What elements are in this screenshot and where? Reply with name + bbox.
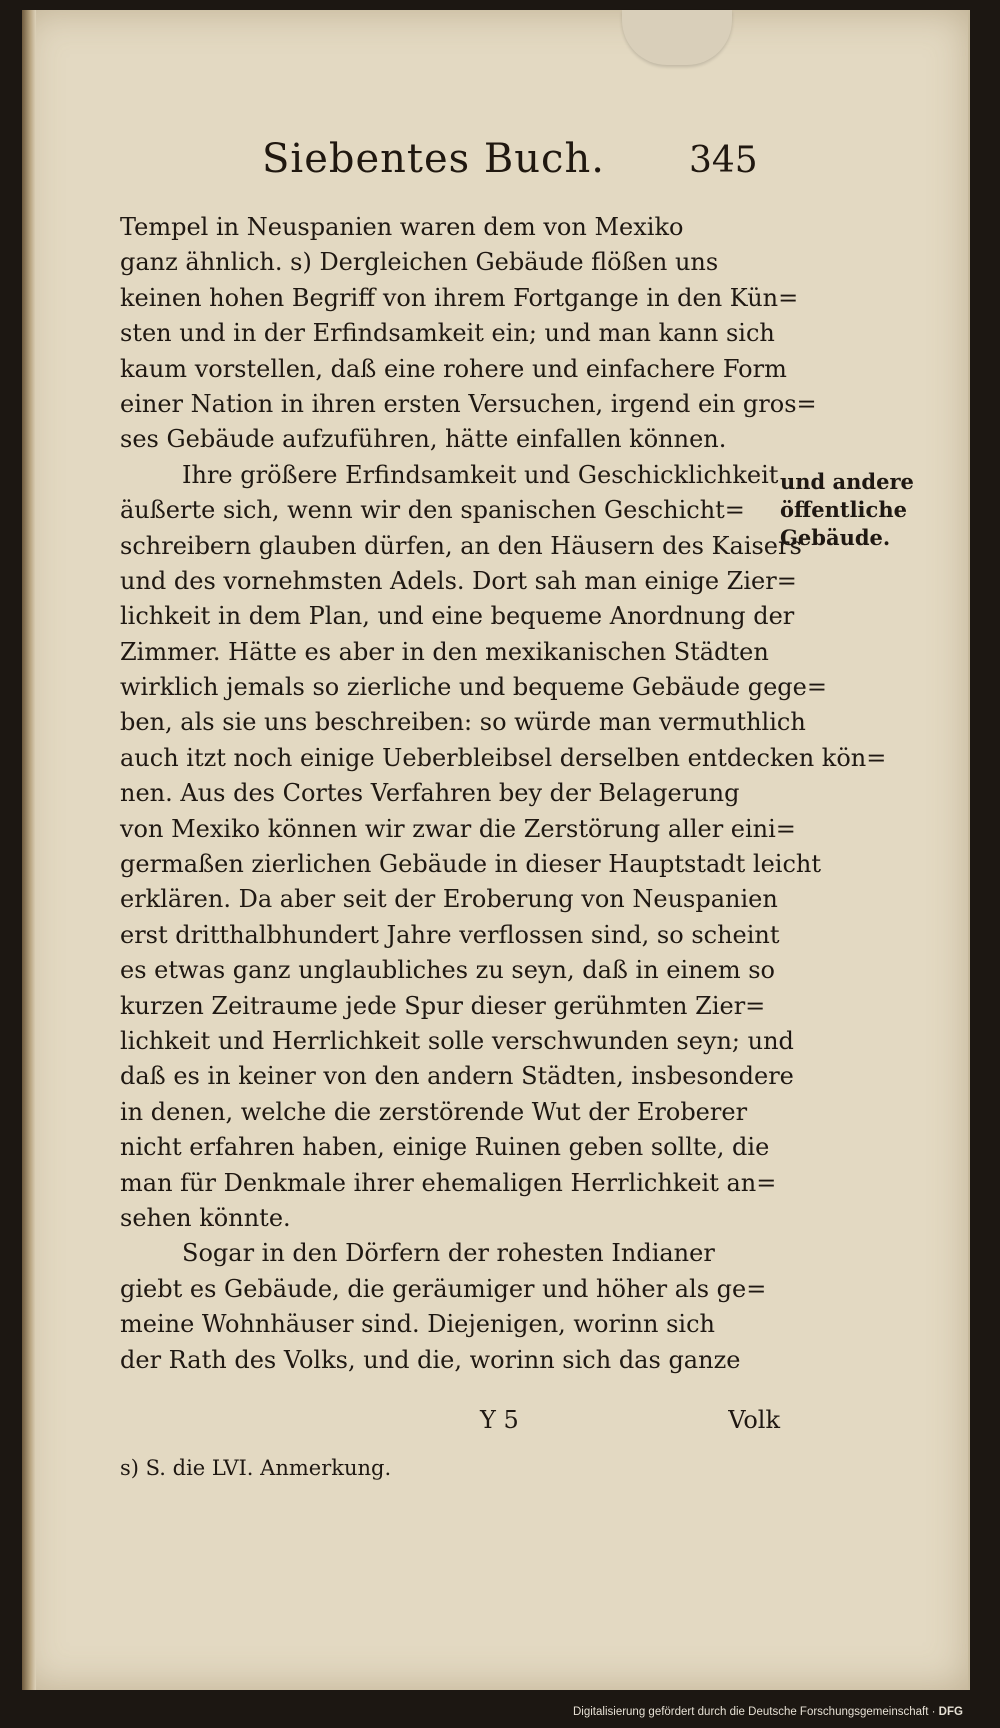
text-line: Zimmer. Hätte es aber in den mexikanischen Städten	[120, 637, 769, 666]
text-line: von Mexiko können wir zwar die Zerstörung aller eini=	[120, 814, 796, 843]
text-line: man für Denkmale ihrer ehemaligen Herrlichkeit an=	[120, 1168, 777, 1197]
text-line: es etwas ganz unglaubliches zu seyn, daß in einem so	[120, 956, 775, 985]
text-line: der Rath des Volks, und die, worinn sich das ganze	[120, 1345, 741, 1374]
catchword-line	[120, 1406, 780, 1442]
marginal-note-line: öffentliche	[780, 497, 907, 522]
text-line: lichkeit in dem Plan, und eine bequeme Anordnung der	[120, 602, 795, 631]
digitization-credit: Digitalisierung gefördert durch die Deutsche Forschungsgemeinschaft · DFG	[573, 1706, 963, 1718]
running-head: Siebentes Buch.	[262, 136, 605, 182]
text-line: kaum vorstellen, daß eine rohere und einfachere Form	[120, 354, 787, 383]
text-line: germaßen zierlichen Gebäude in dieser Hauptstadt leicht	[120, 850, 821, 879]
marginal-note-line: Gebäude.	[780, 525, 891, 550]
text-line: und des vornehmsten Adels. Dort sah man einige Zier=	[120, 566, 797, 595]
marginal-note	[780, 468, 914, 552]
book-page	[22, 10, 970, 1690]
text-line: lichkeit und Herrlichkeit solle verschwunden seyn; und	[120, 1026, 794, 1055]
page-gutter-shadow	[22, 10, 36, 1690]
dfg-logo: DFG	[938, 1706, 963, 1718]
text-line: erklären. Da aber seit der Eroberung von Neuspanien	[120, 885, 778, 914]
text-line: schreibern glauben dürfen, an den Häusern des Kaisers	[120, 531, 802, 560]
text-line: erst dritthalbhundert Jahre verflossen sind, so scheint	[120, 920, 780, 949]
text-line: kurzen Zeitraume jede Spur dieser gerühmten Zier=	[120, 991, 766, 1020]
page-fold-edge	[968, 10, 970, 1690]
text-line: auch itzt noch einige Ueberbleibsel derselben entdecken kön=	[120, 743, 887, 772]
signature-mark: Y 5	[480, 1406, 519, 1434]
text-line: keinen hohen Begriff von ihrem Fortgange in den Kün=	[120, 283, 799, 312]
page-tab	[622, 10, 732, 65]
marginal-note-line: und andere	[780, 469, 914, 494]
text-line: ben, als sie uns beschreiben: so würde man vermuthlich	[120, 708, 806, 737]
text-line: ganz ähnlich. s) Dergleichen Gebäude flößen uns	[120, 248, 719, 277]
text-line: äußerte sich, wenn wir den spanischen Geschicht=	[120, 496, 745, 525]
text-line: giebt es Gebäude, die geräumiger und höher als ge=	[120, 1274, 767, 1303]
text-line: Tempel in Neuspanien waren dem von Mexiko	[120, 213, 684, 241]
text-line: Ihre größere Erfindsamkeit und Geschicklichkeit	[182, 460, 779, 489]
text-line: in denen, welche die zerstörende Wut der Eroberer	[120, 1097, 748, 1126]
page-number: 345	[689, 140, 758, 181]
text-line: nicht erfahren haben, einige Ruinen geben sollte, die	[120, 1133, 770, 1162]
footnote: s) S. die LVI. Anmerkung.	[120, 1456, 392, 1480]
text-line: sten und in der Erfindsamkeit ein; und man kann sich	[120, 319, 775, 348]
text-line: einer Nation in ihren ersten Versuchen, irgend ein gros=	[120, 389, 817, 418]
text-line: sehen könnte.	[120, 1203, 291, 1232]
text-line: ses Gebäude aufzuführen, hätte einfallen können.	[120, 425, 727, 454]
credit-text: Digitalisierung gefördert durch die Deutsche Forschungsgemeinschaft	[573, 1706, 929, 1718]
text-line: daß es in keiner von den andern Städten, insbesondere	[120, 1062, 794, 1091]
text-line: meine Wohnhäuser sind. Diejenigen, worinn sich	[120, 1310, 715, 1339]
text-line: wirklich jemals so zierliche und bequeme Gebäude gege=	[120, 673, 827, 702]
text-line: Sogar in den Dörfern der rohesten Indianer	[182, 1239, 715, 1268]
catchword: Volk	[728, 1406, 780, 1434]
page-header	[22, 136, 970, 186]
text-line: nen. Aus des Cortes Verfahren bey der Belagerung	[120, 779, 740, 808]
